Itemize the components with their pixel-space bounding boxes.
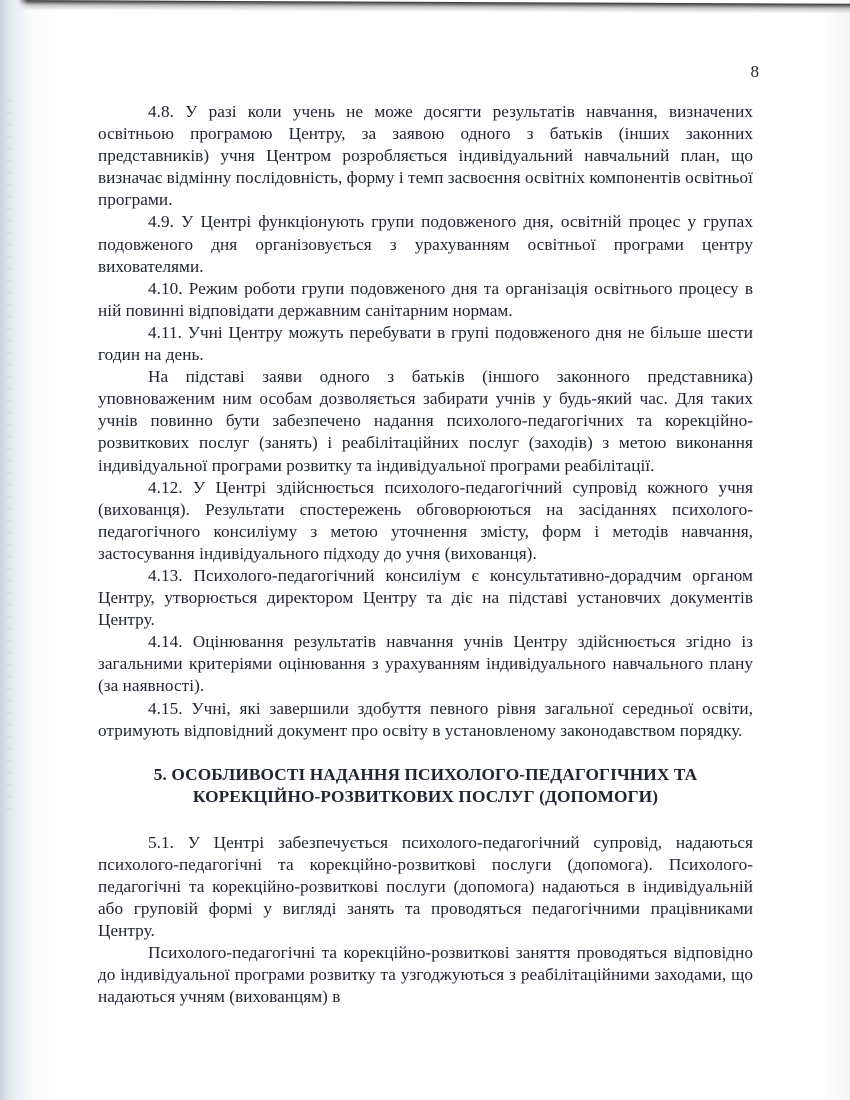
- section-heading: [98, 764, 753, 808]
- paragraph-5-1: 5.1. У Центрі забезпечується психолого-педагогічний супровід, надаються психолого-педагогічні та корекційно-розвиткові послуги (допомога). Психолого-педагогічні та корекційно-розвиткові послуги (допомога) надаються в індивідуальній або груповій формі у вигляді занять та проводяться педагогічними працівниками Центру.: [98, 832, 753, 941]
- paragraph-4-12: 4.12. У Центрі здійснюється психолого-педагогічний супровід кожного учня (вихованця). Результати спостережень обговорюються на засіданнях психолого-педагогічного консиліуму з метою уточнення змісту, форм і методів навчання, застосування індивідуального підходу до учня (вихованця).: [98, 477, 753, 563]
- scan-top-shadow: [0, 0, 850, 14]
- section-spacing: [98, 808, 753, 832]
- paragraph-4-9: 4.9. У Центрі функціонують групи подовженого дня, освітній процес у групах подовженого дня організовується з урахуванням освітньої програми центру вихователями.: [98, 212, 753, 276]
- section-heading-line-1: 5. ОСОБЛИВОСТІ НАДАННЯ ПСИХОЛОГО-ПЕДАГОГІЧНИХ ТА: [153, 764, 698, 784]
- paragraph-4-15: 4.15. Учні, які завершили здобуття певного рівня загальної середньої освіти, отримують відповідний документ про освіту в установленому законодавством порядку.: [98, 698, 753, 740]
- paragraph-4-14: 4.14. Оцінювання результатів навчання учнів Центру здійснюється згідно із загальними критеріями оцінювання з урахуванням індивідуального навчального плану (за наявності).: [98, 632, 753, 696]
- paragraph-corrective-classes: Психолого-педагогічні та корекційно-розвиткові заняття проводяться відповідно до індивідуальної програми розвитку та узгоджуються з реабілітаційними заходами, що надаються учням (вихованцям) в: [98, 943, 753, 1007]
- paragraph-4-11: 4.11. Учні Центру можуть перебувати в групі подовженого дня не більше шести годин на день.: [98, 322, 753, 365]
- page-number: 8: [750, 62, 759, 81]
- section-heading-line-2: КОРЕКЦІЙНО-РОЗВИТКОВИХ ПОСЛУГ (ДОПОМОГИ): [192, 786, 659, 806]
- paragraph-4-13: 4.13. Психолого-педагогічний консиліум є консультативно-дорадчим органом Центру, утворюється директором Центру та діє на підставі установчих документів Центру.: [98, 565, 753, 630]
- scan-margin-noise: [6, 100, 12, 820]
- paragraph-4-10: 4.10. Режим роботи групи подовженого дня та організація освітнього процесу в ній повинні відповідати державним санітарним нормам.: [98, 278, 753, 320]
- paragraph-4-8: 4.8. У разі коли учень не може досягти результатів навчання, визначених освітньою програмою Центру, за заявою одного з батьків (інших законних представників) учня Центром розробляється індивідуальний навчальний план, що визначає відмінну послідовність, форму і темп засвоєння освітніх компонентів освітньої програми.: [98, 102, 753, 210]
- paragraph-authorized-persons: На підставі заяви одного з батьків (іншого законного представника) уповноваженим ним особам дозволяється забирати учнів у будь-який час. Для таких учнів повинно бути забезпечено надання психолого-педагогічних та корекційно-розвиткових послуг (занять) і реабілітаційних послуг (заходів) з метою виконання індивідуальної програми розвитку та індивідуальної програми реабілітації.: [98, 367, 753, 475]
- document-body: [98, 101, 753, 1008]
- scan-left-binding-shadow: [0, 0, 28, 1100]
